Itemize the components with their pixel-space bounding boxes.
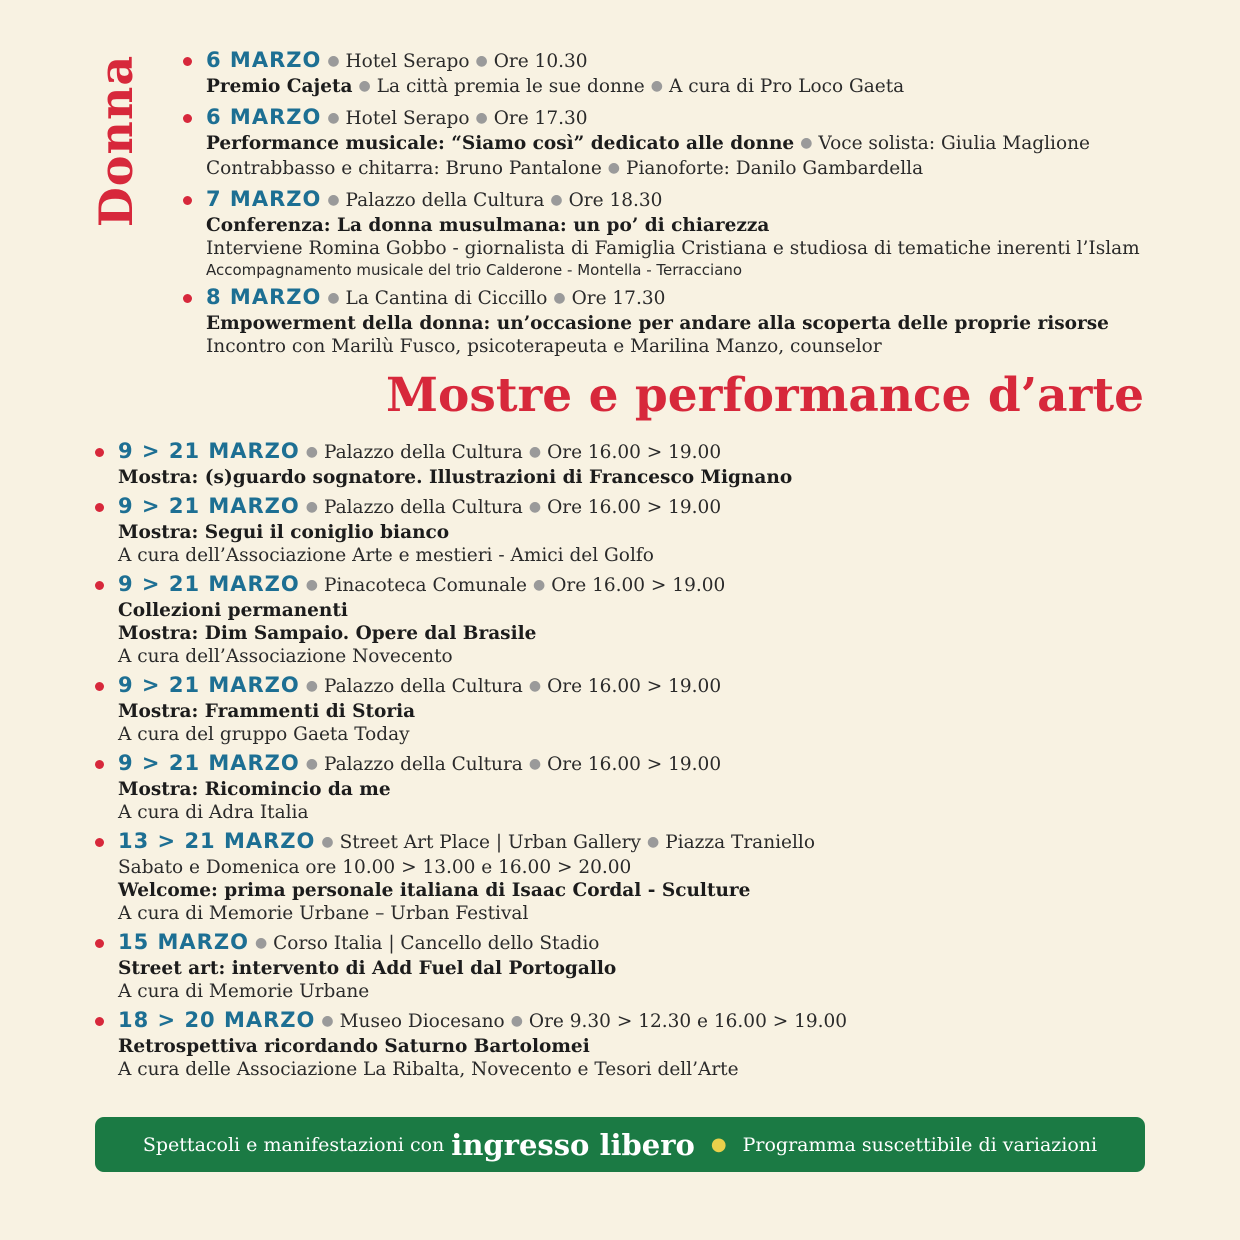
event-line xyxy=(118,645,1194,668)
event-line xyxy=(118,879,1194,902)
event-detail: Ore 16.00 > 19.00 xyxy=(547,754,722,775)
donna-title-text: Donna xyxy=(89,54,143,228)
event-date: 13 > 21 MARZO xyxy=(118,829,316,853)
event-detail: A cura dell’Associazione Arte e mestieri - Amici del Golfo xyxy=(118,545,654,566)
event-detail: Voce solista: Giulia Maglione xyxy=(818,133,1090,154)
event-detail: A cura di Adra Italia xyxy=(118,802,309,823)
event-item xyxy=(94,674,1194,746)
event-title: Street art: intervento di Add Fuel dal Portogallo xyxy=(118,958,617,979)
event-item xyxy=(94,495,1194,567)
event-detail: Contrabbasso e chitarra: Bruno Pantalone xyxy=(206,158,602,179)
donna-section-title xyxy=(86,50,146,232)
separator-dot-icon: ● xyxy=(358,78,371,94)
event-title: Performance musicale: “Siamo così” dedicato alle donne xyxy=(206,133,795,154)
footer-highlight: ingresso libero xyxy=(451,1127,695,1162)
event-title: Conferenza: La donna musulmana: un po’ di chiarezza xyxy=(206,215,770,236)
separator-dot-icon: ● xyxy=(321,1013,334,1029)
event-detail: Ore 17.30 xyxy=(571,288,666,309)
event-detail: Palazzo della Cultura xyxy=(323,442,523,463)
event-title: Premio Cajeta xyxy=(206,76,353,97)
separator-dot-icon: ● xyxy=(553,290,566,306)
event-detail: Palazzo della Cultura xyxy=(345,190,545,211)
event-line xyxy=(118,573,1194,599)
event-item xyxy=(94,830,1194,925)
event-line xyxy=(118,856,1194,879)
event-item xyxy=(94,573,1194,668)
event-line xyxy=(118,466,1194,489)
event-date: 8 MARZO xyxy=(206,285,322,309)
event-detail: A cura di Memorie Urbane xyxy=(118,981,370,1002)
bullet-icon xyxy=(183,57,192,66)
event-detail: Ore 17.30 xyxy=(493,108,588,129)
separator-dot-icon: ● xyxy=(510,1013,523,1029)
bullet-icon xyxy=(95,581,104,590)
event-title: Mostra: Frammenti di Storia xyxy=(118,701,416,722)
event-line xyxy=(206,312,1192,335)
event-detail: Palazzo della Cultura xyxy=(323,497,523,518)
event-line xyxy=(118,674,1194,700)
event-detail: A cura dell’Associazione Novecento xyxy=(118,646,453,667)
separator-dot-icon: ● xyxy=(305,499,318,515)
event-detail: Ore 16.00 > 19.00 xyxy=(547,442,722,463)
event-line xyxy=(206,188,1192,214)
bullet-icon xyxy=(95,760,104,769)
event-detail: Palazzo della Cultura xyxy=(323,754,523,775)
event-line xyxy=(206,335,1192,358)
separator-dot-icon: ● xyxy=(305,756,318,772)
event-detail: La Cantina di Ciccillo xyxy=(345,288,548,309)
event-detail: Sabato e Domenica ore 10.00 > 13.00 e 16.00 > 20.00 xyxy=(118,857,632,878)
event-line xyxy=(206,237,1192,260)
event-title: Mostra: (s)guardo sognatore. Illustrazioni di Francesco Mignano xyxy=(118,467,793,488)
separator-dot-icon: ● xyxy=(800,135,813,151)
event-line xyxy=(118,1058,1194,1081)
event-detail: Pianoforte: Danilo Gambardella xyxy=(626,158,924,179)
footer-separator-dot: ● xyxy=(710,1134,727,1155)
separator-dot-icon: ● xyxy=(475,110,488,126)
bullet-icon xyxy=(183,294,192,303)
event-line xyxy=(118,980,1194,1003)
event-item xyxy=(182,286,1192,358)
event-detail: A cura delle Associazione La Ribalta, Novecento e Tesori dell’Arte xyxy=(118,1059,739,1080)
bullet-icon xyxy=(95,1017,104,1026)
separator-dot-icon: ● xyxy=(528,756,542,772)
event-detail: Museo Diocesano xyxy=(339,1011,505,1032)
event-detail: A cura del gruppo Gaeta Today xyxy=(118,724,410,745)
event-detail: Ore 18.30 xyxy=(568,190,663,211)
event-line xyxy=(118,700,1194,723)
event-detail: Ore 16.00 > 19.00 xyxy=(547,497,722,518)
event-detail: Palazzo della Cultura xyxy=(323,676,523,697)
event-date: 18 > 20 MARZO xyxy=(118,1008,316,1032)
event-line xyxy=(118,544,1194,567)
event-detail: Hotel Serapo xyxy=(345,51,470,72)
separator-dot-icon: ● xyxy=(475,53,488,69)
event-item xyxy=(182,106,1192,182)
event-line xyxy=(206,214,1192,237)
event-detail: Incontro con Marilù Fusco, psicoterapeuta e Marilina Manzo, counselor xyxy=(206,336,882,357)
event-detail: Piazza Traniello xyxy=(665,832,815,853)
event-date: 6 MARZO xyxy=(206,105,322,129)
separator-dot-icon: ● xyxy=(550,192,563,208)
separator-dot-icon: ● xyxy=(305,444,318,460)
bullet-icon xyxy=(183,114,192,123)
separator-dot-icon: ● xyxy=(327,290,340,306)
event-title: Collezioni permanenti xyxy=(118,600,348,621)
separator-dot-icon: ● xyxy=(305,678,318,694)
event-line xyxy=(206,286,1192,312)
donna-events-list xyxy=(182,49,1192,364)
separator-dot-icon: ● xyxy=(528,678,542,694)
event-title: Mostra: Segui il coniglio bianco xyxy=(118,522,450,543)
event-detail: A cura di Pro Loco Gaeta xyxy=(668,76,905,97)
event-line xyxy=(206,260,1192,280)
bullet-icon xyxy=(183,196,192,205)
event-title: Mostra: Ricomincio da me xyxy=(118,779,391,800)
event-line xyxy=(206,106,1192,132)
event-detail: Ore 9.30 > 12.30 e 16.00 > 19.00 xyxy=(528,1011,848,1032)
event-date: 7 MARZO xyxy=(206,187,322,211)
event-item xyxy=(94,752,1194,824)
event-line xyxy=(206,132,1192,157)
separator-dot-icon: ● xyxy=(528,444,542,460)
event-detail: Accompagnamento musicale del trio Calderone - Montella - Terracciano xyxy=(206,261,743,279)
event-detail: Corso Italia | Cancello dello Stadio xyxy=(273,933,600,954)
event-line xyxy=(206,75,1192,100)
event-title: Mostra: Dim Sampaio. Opere dal Brasile xyxy=(118,623,537,644)
event-item xyxy=(182,188,1192,280)
event-date: 9 > 21 MARZO xyxy=(118,673,300,697)
bullet-icon xyxy=(95,503,104,512)
footer-note: Programma suscettibile di variazioni xyxy=(742,1133,1098,1156)
separator-dot-icon: ● xyxy=(254,935,268,951)
event-date: 6 MARZO xyxy=(206,48,322,72)
event-line xyxy=(118,723,1194,746)
separator-dot-icon: ● xyxy=(533,577,546,593)
bullet-icon xyxy=(95,939,104,948)
separator-dot-icon: ● xyxy=(327,110,340,126)
event-line xyxy=(118,830,1194,856)
event-line xyxy=(118,931,1194,957)
event-item xyxy=(94,931,1194,1003)
event-line xyxy=(118,495,1194,521)
separator-dot-icon: ● xyxy=(305,577,318,593)
footer-banner xyxy=(95,1117,1145,1172)
separator-dot-icon: ● xyxy=(327,192,340,208)
event-line xyxy=(118,599,1194,622)
event-item xyxy=(94,1009,1194,1081)
event-line xyxy=(118,778,1194,801)
mostre-section-title: Mostre e performance d’arte xyxy=(386,368,1144,423)
event-line xyxy=(118,902,1194,925)
event-line xyxy=(118,622,1194,645)
event-detail: Ore 16.00 > 19.00 xyxy=(551,575,726,596)
event-date: 15 MARZO xyxy=(118,930,249,954)
event-title: Empowerment della donna: un’occasione per andare alla scoperta delle proprie risorse xyxy=(206,313,1109,334)
event-detail: La città premia le sue donne xyxy=(376,76,645,97)
event-detail: Hotel Serapo xyxy=(345,108,470,129)
separator-dot-icon: ● xyxy=(646,834,660,850)
bullet-icon xyxy=(95,448,104,457)
event-line xyxy=(206,49,1192,75)
event-date: 9 > 21 MARZO xyxy=(118,439,300,463)
mostre-events-list xyxy=(94,440,1194,1087)
separator-dot-icon: ● xyxy=(321,834,334,850)
event-title: Welcome: prima personale italiana di Isaac Cordal - Sculture xyxy=(118,880,751,901)
event-date: 9 > 21 MARZO xyxy=(118,572,300,596)
bullet-icon xyxy=(95,682,104,691)
event-item xyxy=(182,49,1192,100)
separator-dot-icon: ● xyxy=(528,499,542,515)
event-detail: Interviene Romina Gobbo - giornalista di Famiglia Cristiana e studiosa di tematiche inerenti l’Islam xyxy=(206,238,1140,259)
event-item xyxy=(94,440,1194,489)
event-line xyxy=(206,157,1192,182)
event-line xyxy=(118,801,1194,824)
event-detail: Pinacoteca Comunale xyxy=(323,575,528,596)
event-date: 9 > 21 MARZO xyxy=(118,751,300,775)
separator-dot-icon: ● xyxy=(650,78,663,94)
event-detail: A cura di Memorie Urbane – Urban Festival xyxy=(118,903,529,924)
event-detail: Street Art Place | Urban Gallery xyxy=(339,832,641,853)
event-detail: Ore 10.30 xyxy=(493,51,588,72)
event-line xyxy=(118,1009,1194,1035)
separator-dot-icon: ● xyxy=(327,53,340,69)
event-title: Retrospettiva ricordando Saturno Bartolomei xyxy=(118,1036,590,1057)
footer-text: Spettacoli e manifestazioni con xyxy=(142,1133,445,1156)
event-line xyxy=(118,957,1194,980)
event-line xyxy=(118,521,1194,544)
event-line xyxy=(118,440,1194,466)
event-line xyxy=(118,1035,1194,1058)
bullet-icon xyxy=(95,838,104,847)
event-date: 9 > 21 MARZO xyxy=(118,494,300,518)
event-line xyxy=(118,752,1194,778)
event-detail: Ore 16.00 > 19.00 xyxy=(547,676,722,697)
separator-dot-icon: ● xyxy=(607,160,620,176)
